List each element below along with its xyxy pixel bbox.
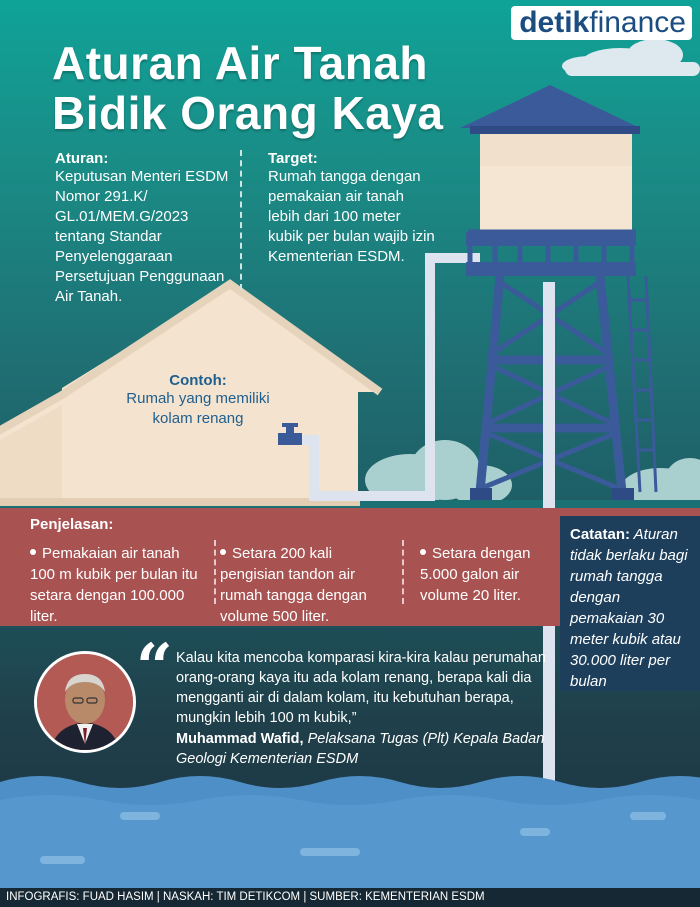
catatan-label: Catatan:: [570, 526, 631, 543]
target-block: [268, 150, 438, 267]
cloud-icon: [562, 39, 700, 76]
brand-logo: detikfinance: [511, 6, 692, 40]
groundwater-illustration: [0, 776, 700, 890]
aturan-block: [55, 150, 235, 307]
divider: [402, 540, 404, 604]
avatar: [34, 651, 136, 753]
speaker-role: Pelaksana Tugas (Plt) Kepala Badan Geologi Kementerian ESDM: [176, 731, 545, 767]
bullet-icon: [220, 549, 226, 555]
title-line-2: Bidik Orang Kaya: [52, 87, 444, 139]
bullet-icon: [30, 549, 36, 555]
contoh-text: Rumah yang memiliki kolam renang: [126, 390, 270, 427]
catatan-text: Aturan tidak berlaku bagi rumah tangga dengan pemakaian 30 meter kubik atau 30.000 liter per bulan: [570, 526, 688, 690]
target-label: Target:: [268, 150, 318, 167]
penjelasan-item: Setara dengan 5.000 galon air volume 20 liter.: [420, 545, 531, 604]
penjelasan-item: Pemakaian air tanah 100 m kubik per bulan itu setara dengan 100.000 liter.: [30, 545, 198, 625]
bullet-icon: [420, 549, 426, 555]
contoh-label: Contoh:: [169, 372, 227, 389]
title-line-1: Aturan Air Tanah: [52, 37, 429, 89]
penjelasan-item: Setara 200 kali pengisian tandon air rumah tangga dengan volume 500 liter.: [220, 545, 367, 625]
aturan-text: Keputusan Menteri ESDM Nomor 291.K/ GL.01/MEM.G/2023 tentang Standar Penyelenggaraan Persetujuan Penggunaan Air Tanah.: [55, 168, 229, 305]
divider: [240, 150, 242, 290]
speaker-portrait: [37, 654, 133, 750]
page-title: [52, 38, 443, 138]
aturan-label: Aturan:: [55, 150, 109, 167]
footer-credits: INFOGRAFIS: FUAD HASIM | NASKAH: TIM DETIKCOM | SUMBER: KEMENTERIAN ESDM: [0, 888, 700, 907]
divider: [214, 540, 216, 604]
speaker-caption: [176, 729, 546, 769]
quote-mark-icon: “: [136, 630, 173, 705]
quote-text: Kalau kita mencoba komparasi kira-kira kalau perumahan orang-orang kaya itu ada kolam renang, berapa kali dia mengganti air di dalam kolam, itu kebutuhan berapa, mungkin lebih 100 m kubik,”: [176, 650, 546, 726]
penjelasan-label: Penjelasan:: [30, 516, 114, 533]
target-text: Rumah tangga dengan pemakaian air tanah lebih dari 100 meter kubik per bulan wajib izin Kementerian ESDM.: [268, 168, 435, 265]
contoh-block: [118, 372, 278, 429]
speaker-name: Muhammad Wafid,: [176, 731, 304, 747]
catatan-box: [560, 516, 700, 691]
